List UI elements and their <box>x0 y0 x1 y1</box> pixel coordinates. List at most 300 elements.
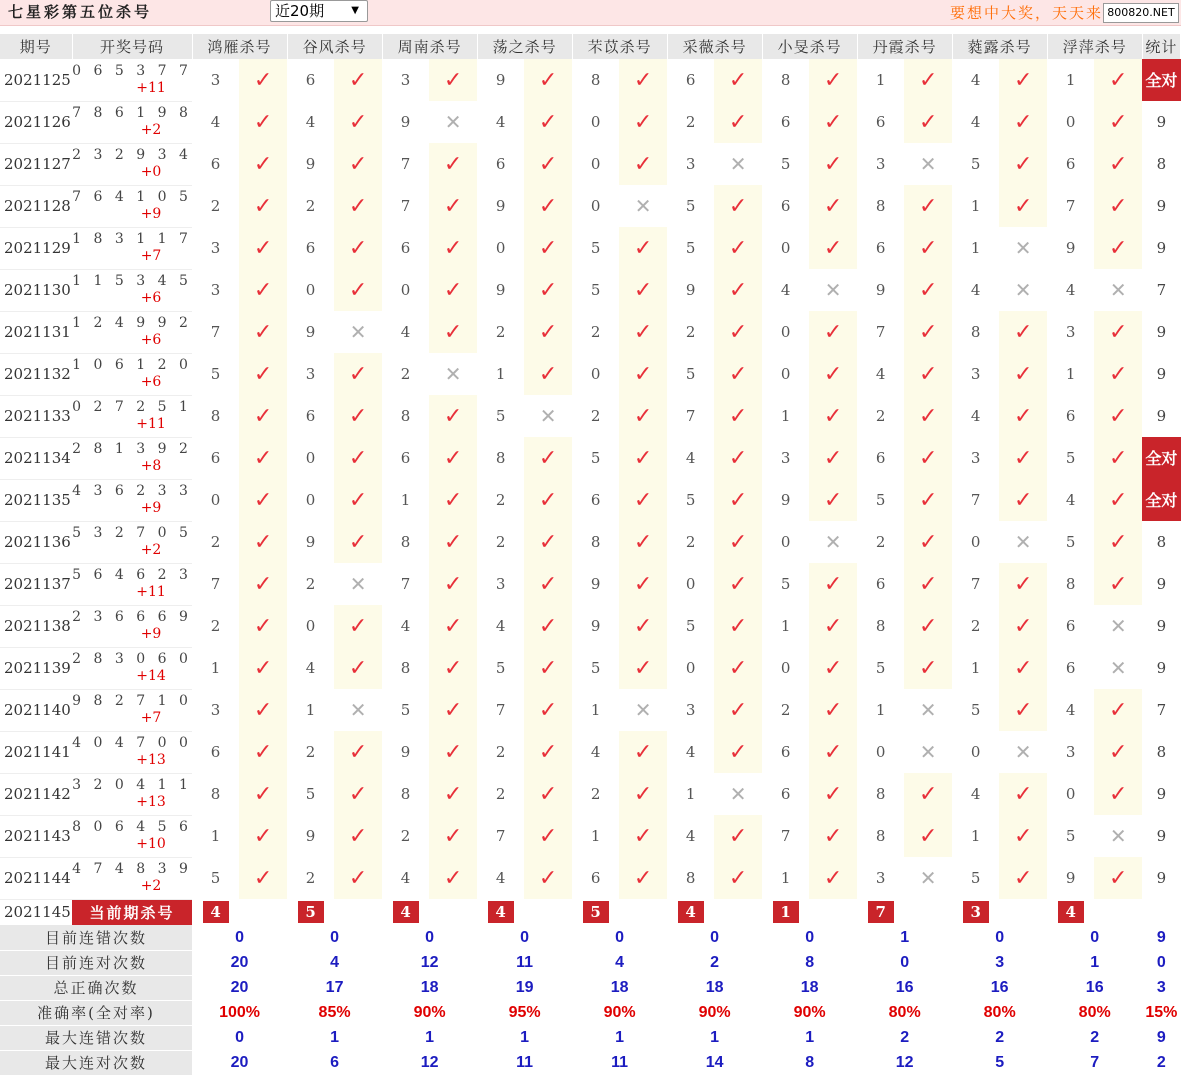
col-header-fuyi: 芣苡杀号 <box>572 34 667 59</box>
kill-value: 2 <box>495 785 506 803</box>
summary-value: 16 <box>895 978 914 996</box>
draw-digits: 1 1 5 3 4 5 <box>72 273 192 289</box>
issue-number: 2021141 <box>0 731 72 773</box>
check-icon: ✓ <box>1013 613 1033 639</box>
kill-value: 9 <box>495 281 506 299</box>
draw-numbers <box>72 101 192 143</box>
check-icon: ✓ <box>633 739 653 765</box>
check-icon: ✓ <box>348 67 368 93</box>
summary-value: 2 <box>710 953 720 971</box>
check-icon: ✓ <box>538 823 558 849</box>
cross-icon: ✕ <box>729 152 747 176</box>
summary-value: 90% <box>793 1003 826 1021</box>
check-icon: ✓ <box>1108 361 1128 387</box>
check-icon: ✓ <box>823 865 843 891</box>
summary-value: 4 <box>615 953 625 971</box>
check-icon: ✓ <box>728 109 748 135</box>
current-kill-value: 1 <box>773 901 799 923</box>
check-icon: ✓ <box>1108 151 1128 177</box>
check-icon: ✓ <box>823 67 843 93</box>
kill-value: 6 <box>780 113 791 131</box>
row-stat: 8 <box>1156 533 1167 551</box>
issue-number: 2021133 <box>0 395 72 437</box>
check-icon: ✓ <box>823 235 843 261</box>
kill-value: 4 <box>495 113 506 131</box>
kill-value: 8 <box>875 827 886 845</box>
summary-stat-value: 2 <box>1156 1053 1166 1071</box>
col-header-xiaomin: 小旻杀号 <box>762 34 857 59</box>
draw-digits: 2 8 1 3 9 2 <box>72 441 192 457</box>
kill-value: 7 <box>970 575 981 593</box>
draw-numbers <box>72 311 192 353</box>
cross-icon: ✕ <box>539 404 557 428</box>
check-icon: ✓ <box>348 739 368 765</box>
check-icon: ✓ <box>538 697 558 723</box>
row-stat: 9 <box>1156 575 1167 593</box>
check-icon: ✓ <box>253 487 273 513</box>
kill-value: 8 <box>875 197 886 215</box>
col-header-caiwei: 采薇杀号 <box>667 34 762 59</box>
kill-value: 9 <box>685 281 696 299</box>
cross-icon: ✕ <box>1109 824 1127 848</box>
kill-value: 6 <box>875 113 886 131</box>
summary-value: 0 <box>805 928 815 946</box>
draw-sum: +13 <box>136 794 166 810</box>
kill-value: 8 <box>400 533 411 551</box>
check-icon: ✓ <box>728 739 748 765</box>
site-logo[interactable]: 800820.NET <box>1103 3 1179 23</box>
issue-number: 2021129 <box>0 227 72 269</box>
check-icon: ✓ <box>348 445 368 471</box>
table-row <box>0 59 1181 101</box>
kill-value: 7 <box>875 323 886 341</box>
table-row <box>0 143 1181 185</box>
check-icon: ✓ <box>728 319 748 345</box>
summary-value: 12 <box>420 953 439 971</box>
check-icon: ✓ <box>728 403 748 429</box>
kill-value: 9 <box>590 575 601 593</box>
draw-sum: +9 <box>140 626 162 642</box>
check-icon: ✓ <box>348 781 368 807</box>
draw-numbers <box>72 647 192 689</box>
kill-value: 1 <box>1065 71 1076 89</box>
current-issue-row <box>0 899 1181 925</box>
kill-value: 6 <box>590 869 601 887</box>
kill-value: 7 <box>780 827 791 845</box>
cross-icon: ✕ <box>824 530 842 554</box>
summary-value: 0 <box>520 928 530 946</box>
check-icon: ✓ <box>633 445 653 471</box>
period-select-value: 近20期 <box>275 2 325 20</box>
row-stat: 9 <box>1156 239 1167 257</box>
draw-sum: +10 <box>136 836 166 852</box>
table-row <box>0 185 1181 227</box>
draw-numbers <box>72 185 192 227</box>
kill-value: 6 <box>875 239 886 257</box>
kill-value: 5 <box>590 659 601 677</box>
issue-number: 2021130 <box>0 269 72 311</box>
check-icon: ✓ <box>823 655 843 681</box>
slogan-text[interactable]: 要想中大奖，天天来 <box>950 4 1104 22</box>
kill-value: 0 <box>780 323 791 341</box>
check-icon: ✓ <box>1013 67 1033 93</box>
check-icon: ✓ <box>348 403 368 429</box>
col-header-fuping: 浮萍杀号 <box>1047 34 1142 59</box>
check-icon: ✓ <box>1013 193 1033 219</box>
kill-value: 8 <box>400 659 411 677</box>
kill-value: 6 <box>1065 659 1076 677</box>
summary-row <box>0 1050 1181 1075</box>
check-icon: ✓ <box>918 781 938 807</box>
check-icon: ✓ <box>918 613 938 639</box>
check-icon: ✓ <box>253 319 273 345</box>
issue-number: 2021135 <box>0 479 72 521</box>
kill-value: 9 <box>495 71 506 89</box>
col-header-numbers: 开奖号码 <box>72 34 192 59</box>
check-icon: ✓ <box>728 529 748 555</box>
kill-value: 8 <box>400 785 411 803</box>
draw-numbers <box>72 605 192 647</box>
check-icon: ✓ <box>633 865 653 891</box>
kill-value: 4 <box>400 617 411 635</box>
table-row <box>0 353 1181 395</box>
check-icon: ✓ <box>1013 109 1033 135</box>
cross-icon: ✕ <box>1014 740 1032 764</box>
kill-value: 2 <box>495 323 506 341</box>
kill-value: 4 <box>970 407 981 425</box>
draw-sum: +13 <box>136 752 166 768</box>
summary-value: 100% <box>219 1003 261 1021</box>
draw-sum: +7 <box>140 248 162 264</box>
kill-value: 0 <box>780 239 791 257</box>
summary-label: 准确率(全对率) <box>0 1000 192 1025</box>
check-icon: ✓ <box>253 781 273 807</box>
cross-icon: ✕ <box>824 278 842 302</box>
summary-value: 0 <box>710 928 720 946</box>
kill-value: 2 <box>685 113 696 131</box>
issue-number: 2021131 <box>0 311 72 353</box>
kill-value: 1 <box>780 407 791 425</box>
draw-sum: +14 <box>136 668 166 684</box>
kill-value: 6 <box>210 449 221 467</box>
col-header-danxia: 丹霞杀号 <box>857 34 952 59</box>
kill-value: 6 <box>875 449 886 467</box>
kill-value: 2 <box>970 617 981 635</box>
summary-row <box>0 975 1181 1000</box>
check-icon: ✓ <box>918 529 938 555</box>
check-icon: ✓ <box>348 193 368 219</box>
kill-value: 2 <box>875 533 886 551</box>
summary-value: 4 <box>330 953 340 971</box>
check-icon: ✓ <box>728 361 748 387</box>
kill-value: 5 <box>400 701 411 719</box>
check-icon: ✓ <box>1108 403 1128 429</box>
draw-digits: 9 8 2 7 1 0 <box>72 693 192 709</box>
kill-value: 1 <box>970 197 981 215</box>
kill-value: 6 <box>590 491 601 509</box>
summary-stat-value: 0 <box>1156 953 1166 971</box>
row-stat: 9 <box>1156 617 1167 635</box>
check-icon: ✓ <box>728 655 748 681</box>
col-header-zhounan: 周南杀号 <box>382 34 477 59</box>
check-icon: ✓ <box>1108 235 1128 261</box>
kill-value: 4 <box>400 869 411 887</box>
kill-value: 1 <box>875 701 886 719</box>
check-icon: ✓ <box>443 151 463 177</box>
check-icon: ✓ <box>633 277 653 303</box>
cross-icon: ✕ <box>919 740 937 764</box>
cross-icon: ✕ <box>349 572 367 596</box>
draw-sum: +11 <box>136 416 166 432</box>
summary-value: 0 <box>235 1028 244 1046</box>
check-icon: ✓ <box>728 613 748 639</box>
kill-value: 0 <box>400 281 411 299</box>
check-icon: ✓ <box>918 571 938 597</box>
summary-value: 16 <box>990 978 1009 996</box>
cross-icon: ✕ <box>1109 656 1127 680</box>
summary-value: 18 <box>420 978 439 996</box>
kill-value: 6 <box>780 197 791 215</box>
col-header-issue: 期号 <box>0 34 72 59</box>
summary-stat-value: 9 <box>1156 1028 1166 1046</box>
summary-value: 11 <box>516 953 534 971</box>
summary-value: 0 <box>995 928 1005 946</box>
check-icon: ✓ <box>918 235 938 261</box>
summary-value: 0 <box>235 928 244 946</box>
check-icon: ✓ <box>918 487 938 513</box>
table-row <box>0 521 1181 563</box>
kill-value: 4 <box>685 827 696 845</box>
table-row <box>0 647 1181 689</box>
kill-value: 3 <box>685 701 696 719</box>
check-icon: ✓ <box>1108 529 1128 555</box>
check-icon: ✓ <box>823 697 843 723</box>
check-icon: ✓ <box>538 865 558 891</box>
check-icon: ✓ <box>633 781 653 807</box>
kill-value: 7 <box>495 701 506 719</box>
current-kill-value: 7 <box>868 901 894 923</box>
check-icon: ✓ <box>1108 781 1128 807</box>
kill-value: 0 <box>1065 785 1076 803</box>
kill-value: 2 <box>305 197 316 215</box>
summary-value: 0 <box>615 928 625 946</box>
kill-value: 1 <box>210 659 221 677</box>
check-icon: ✓ <box>443 739 463 765</box>
row-stat: 全对 <box>1142 479 1180 521</box>
check-icon: ✓ <box>253 697 273 723</box>
check-icon: ✓ <box>253 739 273 765</box>
kill-value: 9 <box>495 197 506 215</box>
row-stat: 9 <box>1156 659 1167 677</box>
check-icon: ✓ <box>1013 571 1033 597</box>
check-icon: ✓ <box>443 655 463 681</box>
kill-value: 5 <box>590 449 601 467</box>
kill-value: 0 <box>305 281 316 299</box>
check-icon: ✓ <box>443 697 463 723</box>
summary-value: 1 <box>805 1028 815 1046</box>
summary-value: 14 <box>705 1053 724 1071</box>
cross-icon: ✕ <box>1014 236 1032 260</box>
summary-value: 2 <box>900 1028 910 1046</box>
table-row <box>0 605 1181 647</box>
check-icon: ✓ <box>348 487 368 513</box>
check-icon: ✓ <box>633 109 653 135</box>
kill-value: 6 <box>1065 155 1076 173</box>
row-stat: 9 <box>1156 869 1167 887</box>
kill-value: 8 <box>685 869 696 887</box>
kill-value: 1 <box>970 827 981 845</box>
cross-icon: ✕ <box>444 362 462 386</box>
draw-numbers <box>72 773 192 815</box>
draw-numbers <box>72 395 192 437</box>
current-kill-value: 4 <box>1058 901 1084 923</box>
check-icon: ✓ <box>253 109 273 135</box>
draw-numbers <box>72 563 192 605</box>
check-icon: ✓ <box>538 781 558 807</box>
summary-value: 90% <box>603 1003 636 1021</box>
kill-value: 5 <box>1065 533 1076 551</box>
row-stat: 全对 <box>1142 59 1180 101</box>
row-stat: 9 <box>1156 323 1167 341</box>
check-icon: ✓ <box>538 361 558 387</box>
current-kill-value: 4 <box>488 901 514 923</box>
check-icon: ✓ <box>538 655 558 681</box>
kill-value: 4 <box>970 785 981 803</box>
issue-number: 2021126 <box>0 101 72 143</box>
draw-digits: 2 3 6 6 6 9 <box>72 609 192 625</box>
draw-sum: +2 <box>140 878 162 894</box>
kill-value: 0 <box>590 155 601 173</box>
draw-sum: +6 <box>140 332 162 348</box>
period-select[interactable] <box>270 0 368 22</box>
summary-value: 18 <box>800 978 819 996</box>
kill-value: 8 <box>590 71 601 89</box>
cross-icon: ✕ <box>444 110 462 134</box>
kill-value: 0 <box>970 743 981 761</box>
draw-sum: +8 <box>140 458 162 474</box>
check-icon: ✓ <box>253 823 273 849</box>
kill-value: 2 <box>210 617 221 635</box>
draw-digits: 2 8 3 0 6 0 <box>72 651 192 667</box>
kill-value: 5 <box>780 575 791 593</box>
issue-number: 2021134 <box>0 437 72 479</box>
table-row <box>0 815 1181 857</box>
kill-value: 2 <box>590 407 601 425</box>
kill-value: 5 <box>210 365 221 383</box>
issue-number: 2021143 <box>0 815 72 857</box>
issue-number: 2021140 <box>0 689 72 731</box>
kill-value: 5 <box>685 239 696 257</box>
summary-row <box>0 1025 1181 1050</box>
kill-value: 0 <box>590 197 601 215</box>
kill-value: 4 <box>305 113 316 131</box>
summary-value: 0 <box>425 928 435 946</box>
table-row <box>0 227 1181 269</box>
summary-value: 19 <box>515 978 534 996</box>
kill-number-table <box>0 34 1181 1076</box>
check-icon: ✓ <box>823 151 843 177</box>
check-icon: ✓ <box>633 403 653 429</box>
row-stat: 全对 <box>1142 437 1180 479</box>
kill-value: 1 <box>970 659 981 677</box>
kill-value: 2 <box>495 743 506 761</box>
summary-value: 12 <box>420 1053 439 1071</box>
kill-value: 9 <box>400 743 411 761</box>
summary-value: 17 <box>325 978 344 996</box>
kill-value: 5 <box>1065 827 1076 845</box>
kill-value: 9 <box>305 533 316 551</box>
kill-value: 9 <box>780 491 791 509</box>
summary-value: 90% <box>413 1003 446 1021</box>
check-icon: ✓ <box>1108 697 1128 723</box>
check-icon: ✓ <box>538 235 558 261</box>
summary-value: 80% <box>1078 1003 1111 1021</box>
kill-value: 6 <box>210 155 221 173</box>
kill-value: 5 <box>685 365 696 383</box>
draw-numbers <box>72 815 192 857</box>
kill-value: 2 <box>495 491 506 509</box>
check-icon: ✓ <box>443 403 463 429</box>
summary-label: 目前连对次数 <box>0 950 192 975</box>
check-icon: ✓ <box>253 235 273 261</box>
summary-value: 1 <box>520 1028 530 1046</box>
check-icon: ✓ <box>443 613 463 639</box>
kill-value: 8 <box>400 407 411 425</box>
draw-digits: 1 2 4 9 9 2 <box>72 315 192 331</box>
check-icon: ✓ <box>1108 487 1128 513</box>
draw-numbers <box>72 689 192 731</box>
issue-number: 2021136 <box>0 521 72 563</box>
check-icon: ✓ <box>918 445 938 471</box>
check-icon: ✓ <box>348 529 368 555</box>
table-row <box>0 773 1181 815</box>
kill-value: 0 <box>590 113 601 131</box>
kill-value: 4 <box>495 869 506 887</box>
check-icon: ✓ <box>823 571 843 597</box>
kill-value: 6 <box>1065 407 1076 425</box>
summary-row <box>0 1000 1181 1025</box>
check-icon: ✓ <box>1108 67 1128 93</box>
kill-value: 1 <box>210 827 221 845</box>
check-icon: ✓ <box>633 823 653 849</box>
check-icon: ✓ <box>1108 109 1128 135</box>
check-icon: ✓ <box>1108 571 1128 597</box>
page-title: 七星彩第五位杀号 <box>8 3 153 21</box>
kill-value: 5 <box>970 869 981 887</box>
kill-value: 1 <box>1065 365 1076 383</box>
issue-number: 2021127 <box>0 143 72 185</box>
summary-row <box>0 950 1181 975</box>
kill-value: 6 <box>780 743 791 761</box>
check-icon: ✓ <box>728 571 748 597</box>
kill-value: 0 <box>305 449 316 467</box>
cross-icon: ✕ <box>919 698 937 722</box>
check-icon: ✓ <box>728 823 748 849</box>
kill-value: 0 <box>590 365 601 383</box>
kill-value: 7 <box>400 155 411 173</box>
check-icon: ✓ <box>348 235 368 261</box>
kill-value: 5 <box>970 155 981 173</box>
kill-value: 2 <box>685 323 696 341</box>
check-icon: ✓ <box>348 151 368 177</box>
summary-value: 1 <box>330 1028 340 1046</box>
kill-value: 3 <box>400 71 411 89</box>
check-icon: ✓ <box>1108 865 1128 891</box>
kill-value: 0 <box>780 365 791 383</box>
check-icon: ✓ <box>538 193 558 219</box>
check-icon: ✓ <box>1013 865 1033 891</box>
kill-value: 3 <box>210 239 221 257</box>
